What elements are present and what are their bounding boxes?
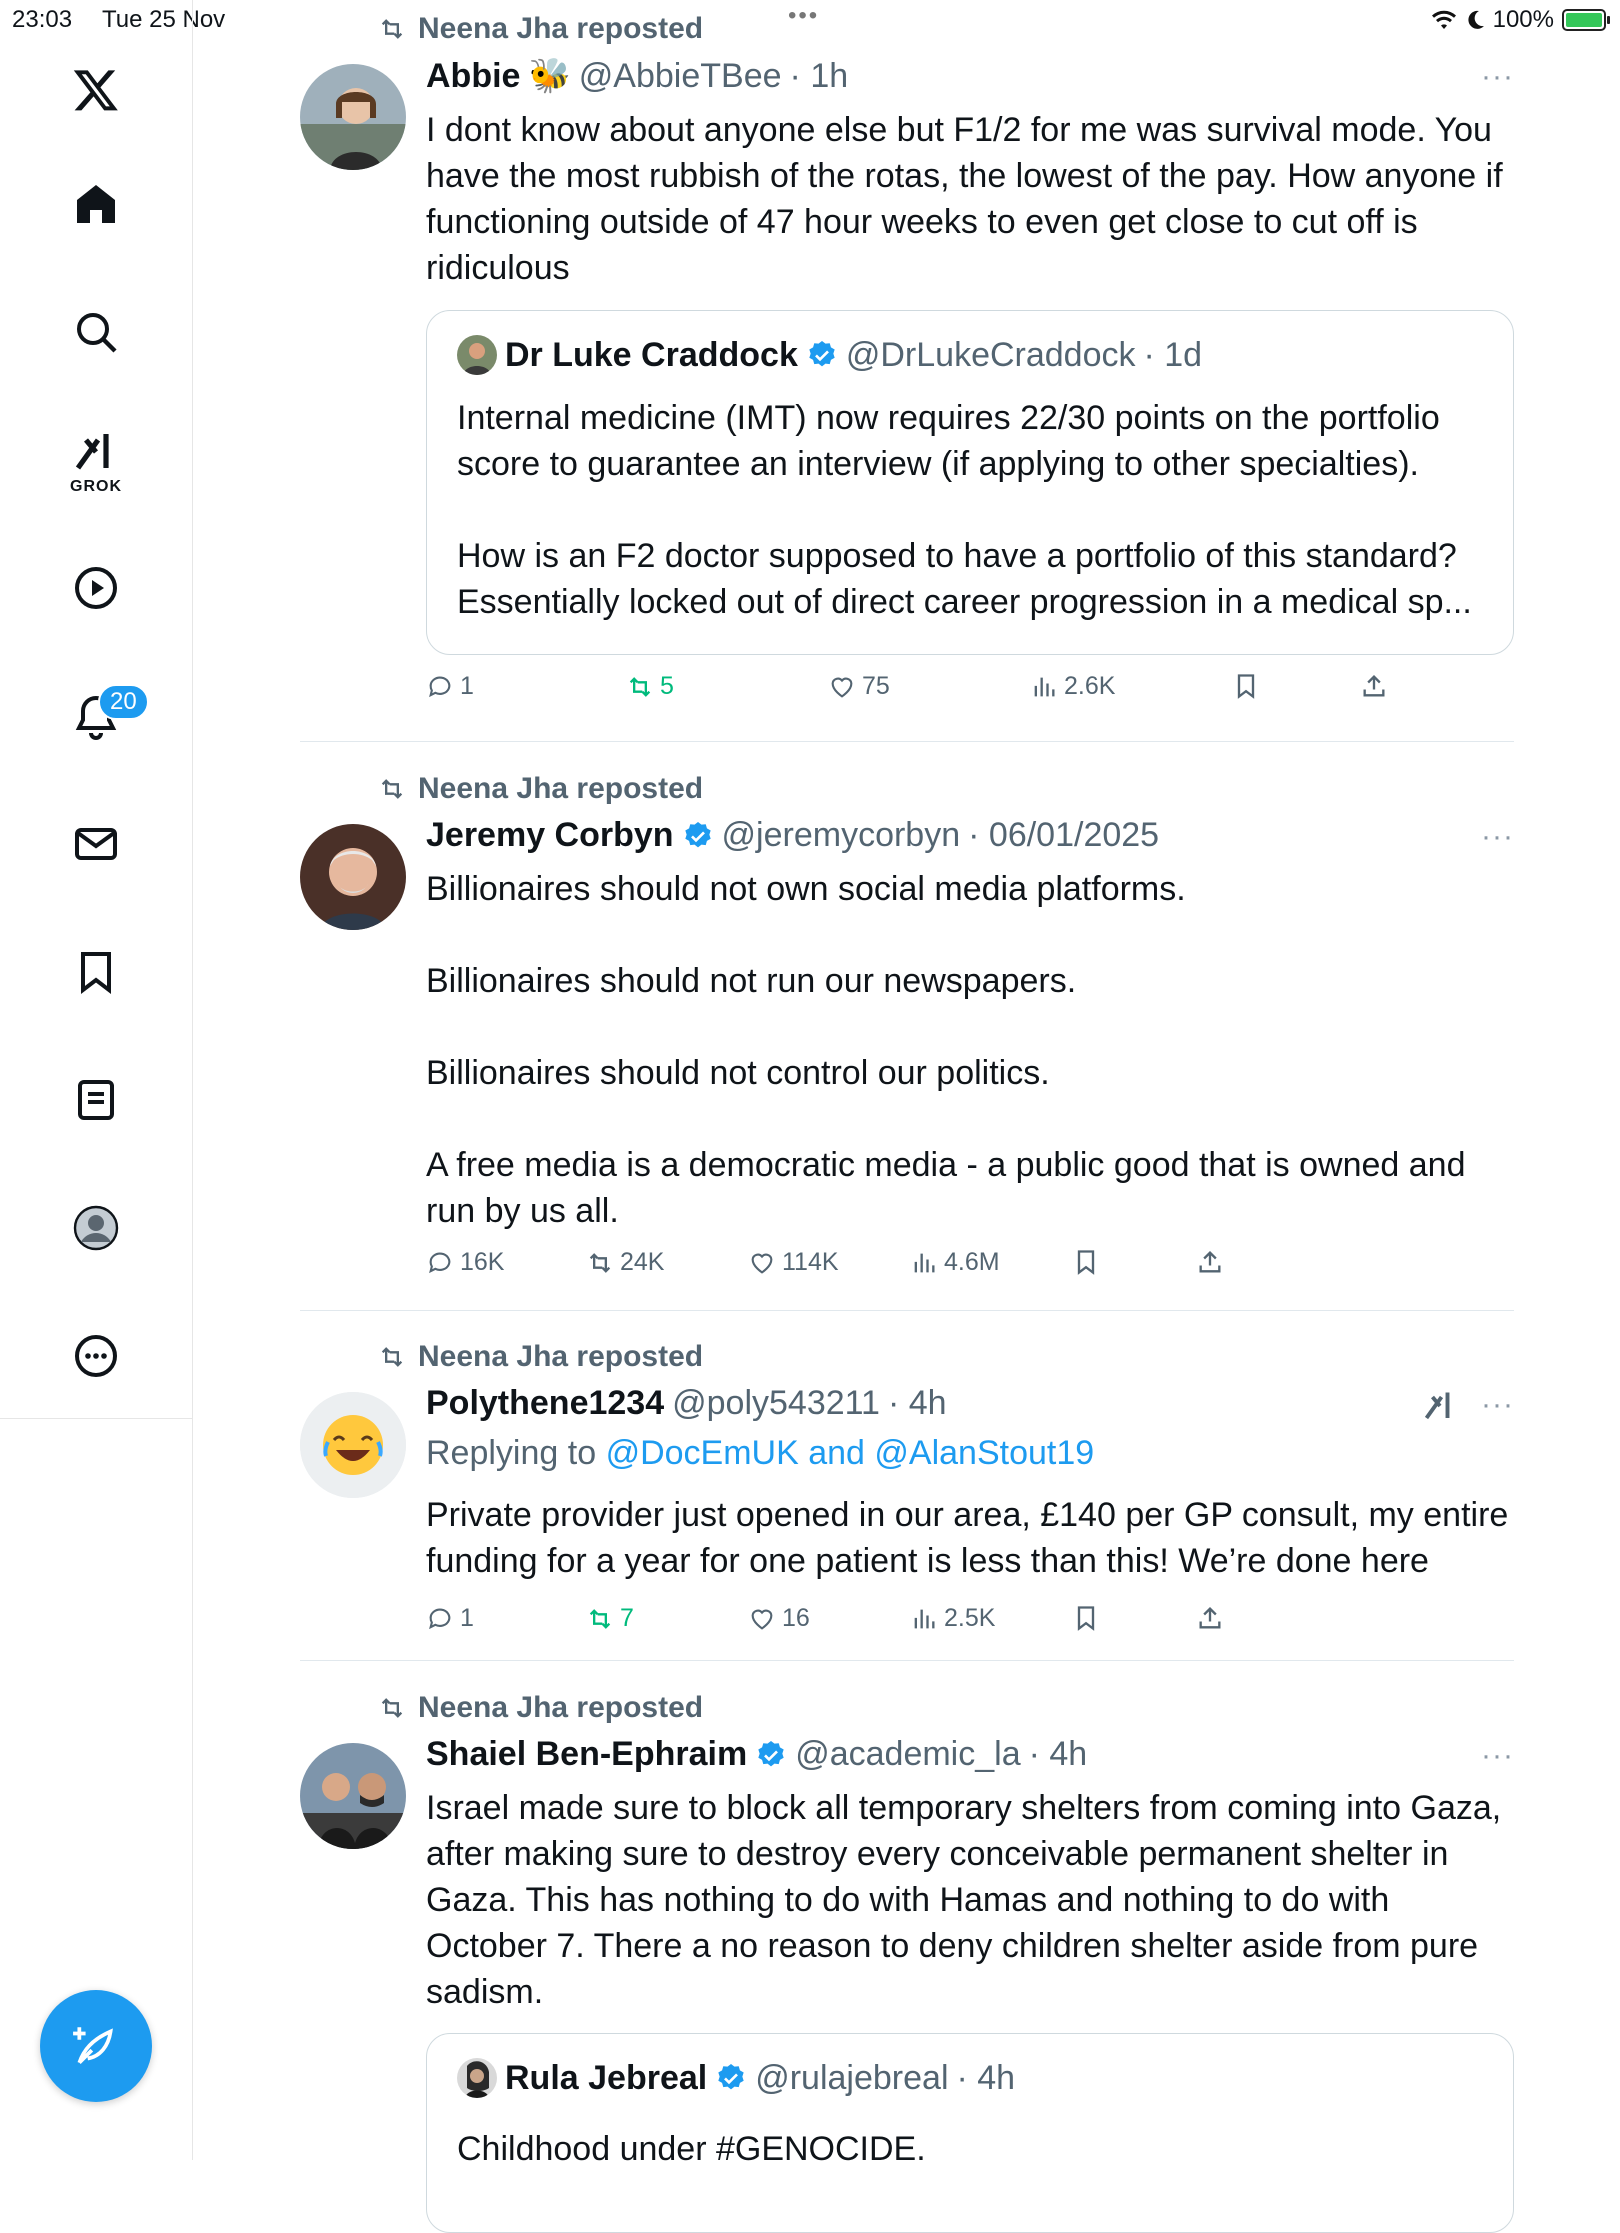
author-name[interactable]: Polythene1234 [426, 1384, 665, 1422]
status-time: 23:03 [12, 6, 73, 33]
tweet-header [426, 1384, 947, 1423]
verified-badge-icon [715, 2062, 747, 2094]
heart-icon [748, 1249, 776, 1277]
tweet-time[interactable]: · 06/01/2025 [968, 816, 1160, 854]
heart-icon [828, 673, 856, 701]
quoted-tweet[interactable] [426, 310, 1514, 655]
quote-author-name: Rula Jebreal [505, 2058, 708, 2097]
quote-author-handle: @rulajebreal [755, 2058, 949, 2097]
share-button[interactable] [1196, 1604, 1224, 1632]
like-button[interactable] [748, 1248, 839, 1277]
author-handle[interactable]: @poly543211 [672, 1384, 880, 1422]
reply-button[interactable] [426, 672, 474, 701]
tweet-header [426, 56, 848, 96]
bookmark-button[interactable] [1232, 672, 1260, 700]
author-handle[interactable]: @AbbieTBee [578, 56, 782, 95]
quote-avatar [457, 2058, 497, 2098]
quote-text: Internal medicine (IMT) now requires 22/30 points on the portfolio score to guarantee an interview (if applying to other specialties). How is an F2 doctor supposed to have a portfolio of this standard? Essentially locked out of direct career progression in a medical sp... [457, 399, 1472, 621]
moon-icon [1465, 9, 1485, 31]
quoted-tweet[interactable] [426, 2033, 1514, 2233]
repost-count: 5 [660, 672, 674, 700]
video-icon[interactable] [60, 552, 132, 624]
battery-percent: 100% [1492, 6, 1554, 33]
home-icon[interactable] [60, 168, 132, 240]
verified-badge-icon [806, 339, 838, 371]
views-icon [910, 1605, 938, 1633]
repost-count: 24K [620, 1248, 665, 1276]
tweet-more-icon[interactable]: ··· [1481, 1388, 1514, 1421]
profile-icon[interactable] [60, 1192, 132, 1264]
compose-feather-icon [71, 2021, 121, 2071]
like-button[interactable] [828, 672, 890, 701]
repost-label: Neena Jha reposted [418, 12, 704, 45]
like-count: 75 [862, 672, 890, 700]
quote-header [457, 335, 1202, 375]
repost-icon [586, 1605, 614, 1633]
share-icon [1196, 1248, 1224, 1276]
status-date: Tue 25 Nov [102, 6, 226, 33]
reply-count: 16K [460, 1248, 505, 1276]
like-button[interactable] [748, 1604, 810, 1633]
verified-badge-icon [755, 1739, 787, 1771]
status-bar [0, 0, 1620, 40]
bookmark-button[interactable] [1072, 1604, 1100, 1632]
reply-button[interactable] [426, 1604, 474, 1633]
tweet-actions [426, 1248, 1514, 1288]
repost-indicator [376, 772, 703, 806]
reply-icon [426, 673, 454, 701]
quote-time: · 4h [956, 2058, 1016, 2097]
replying-to [426, 1434, 1094, 1473]
repost-icon [376, 775, 408, 803]
lists-icon[interactable] [60, 1064, 132, 1136]
bookmark-icon [1232, 672, 1260, 700]
wifi-icon [1431, 9, 1457, 31]
quote-text: Childhood under #GENOCIDE. [457, 2130, 926, 2168]
repost-icon [376, 1343, 408, 1371]
tweet-time[interactable]: · 4h [1028, 1735, 1088, 1773]
views-button[interactable] [910, 1604, 995, 1633]
author-handle[interactable]: @jeremycorbyn [721, 816, 961, 854]
reply-icon [426, 1605, 454, 1633]
tweet-text: I dont know about anyone else but F1/2 for me was survival mode. You have the most rubbish of the rotas, the lowest of the pay. How anyone if functioning outside of 47 hour weeks to even get close to cut off is ridiculous [426, 111, 1513, 287]
repost-label: Neena Jha reposted [418, 772, 704, 805]
reply-button[interactable] [426, 1248, 504, 1277]
replying-prefix: Replying to [426, 1434, 597, 1472]
sidebar [0, 0, 193, 2160]
author-name[interactable]: Abbie [426, 56, 521, 95]
views-button[interactable] [910, 1248, 1000, 1277]
repost-button[interactable] [586, 1248, 664, 1277]
x-logo-icon[interactable] [60, 54, 132, 126]
tweet-text: Israel made sure to block all temporary shelters from coming into Gaza, after making sure to destroy every conceivable permanent shelter in Gaza. This has nothing to do with Hamas and nothing to do with October 7. There a no reason to deny children shelter aside from pure sadism. [426, 1789, 1511, 2011]
notifications-badge: 20 [98, 684, 149, 720]
repost-label: Neena Jha reposted [418, 1340, 704, 1373]
repost-icon [626, 673, 654, 701]
repost-indicator [376, 12, 703, 46]
tweet-more-icon[interactable]: ··· [1481, 820, 1514, 853]
views-icon [910, 1249, 938, 1277]
sidebar-divider [0, 1418, 193, 1419]
view-count: 4.6M [944, 1248, 1000, 1276]
more-icon[interactable] [60, 1320, 132, 1392]
repost-indicator [376, 1691, 703, 1725]
bookmark-icon [1072, 1248, 1100, 1276]
repost-indicator [376, 1340, 703, 1374]
tweet-actions [426, 1604, 1514, 1644]
tweet-text: Private provider just opened in our area, £140 per GP consult, my entire funding for a year for one patient is less than this! We’re done here [426, 1496, 1518, 1580]
repost-icon [376, 15, 408, 43]
search-icon[interactable] [60, 296, 132, 368]
share-icon [1360, 672, 1388, 700]
tweet-more-icon[interactable]: ··· [1481, 60, 1514, 93]
tweet-more-icon[interactable]: ··· [1481, 1739, 1514, 1772]
like-count: 114K [782, 1248, 839, 1276]
quote-avatar [457, 335, 497, 375]
grok-label: GROK [70, 478, 122, 495]
multitask-dots-icon[interactable]: ••• [788, 2, 820, 29]
tweet-header [426, 816, 1159, 855]
avatar[interactable] [300, 824, 406, 930]
tweet-divider [300, 1310, 1514, 1311]
status-right [1431, 6, 1606, 34]
avatar[interactable] [300, 1392, 406, 1498]
repost-count: 7 [620, 1604, 634, 1632]
tweet-divider [300, 741, 1514, 742]
avatar[interactable] [300, 64, 406, 170]
repost-button[interactable] [626, 672, 674, 701]
messages-icon[interactable] [60, 808, 132, 880]
author-name[interactable]: Jeremy Corbyn [426, 816, 674, 854]
quote-time: · 1d [1143, 335, 1203, 374]
share-icon [1196, 1604, 1224, 1632]
heart-icon [748, 1605, 776, 1633]
bookmarks-icon[interactable] [60, 936, 132, 1008]
grok-icon[interactable] [1422, 1388, 1458, 1424]
battery-icon [1562, 9, 1606, 31]
reply-count: 1 [460, 672, 474, 700]
verified-badge-icon [682, 820, 714, 852]
tweet-divider [300, 1660, 1514, 1661]
bookmark-icon [1072, 1604, 1100, 1632]
tweet-time[interactable]: · 4h [887, 1384, 947, 1422]
replying-to-users[interactable]: @DocEmUK and @AlanStout19 [605, 1434, 1095, 1472]
quote-author-name: Dr Luke Craddock [505, 335, 798, 374]
tweet-header [426, 1735, 1087, 1774]
author-name[interactable]: Shaiel Ben-Ephraim [426, 1735, 748, 1773]
views-icon [1030, 673, 1058, 701]
like-count: 16 [782, 1604, 810, 1632]
share-button[interactable] [1196, 1248, 1224, 1276]
share-button[interactable] [1360, 672, 1388, 700]
repost-icon [376, 1694, 408, 1722]
tweet-time[interactable]: · 1h [789, 56, 849, 95]
view-count: 2.6K [1064, 672, 1116, 700]
avatar[interactable] [300, 1743, 406, 1849]
name-emoji: 🐝 [528, 57, 571, 95]
reply-icon [426, 1249, 454, 1277]
quote-author-handle: @DrLukeCraddock [845, 335, 1136, 374]
repost-button[interactable] [586, 1604, 634, 1633]
bookmark-button[interactable] [1072, 1248, 1100, 1276]
views-button[interactable] [1030, 672, 1115, 701]
author-handle[interactable]: @academic_la [795, 1735, 1021, 1773]
tweet-text: Billionaires should not own social media platforms. Billionaires should not run our newspapers. Billionaires should not control our politics. A free media is a democratic media - a public good that is owned and run by us all. [426, 870, 1466, 1230]
compose-button[interactable] [40, 1990, 152, 2102]
repost-icon [586, 1249, 614, 1277]
reply-count: 1 [460, 1604, 474, 1632]
view-count: 2.5K [944, 1604, 996, 1632]
repost-label: Neena Jha reposted [418, 1691, 704, 1724]
tweet-actions [426, 672, 1514, 712]
quote-header [457, 2058, 1015, 2098]
